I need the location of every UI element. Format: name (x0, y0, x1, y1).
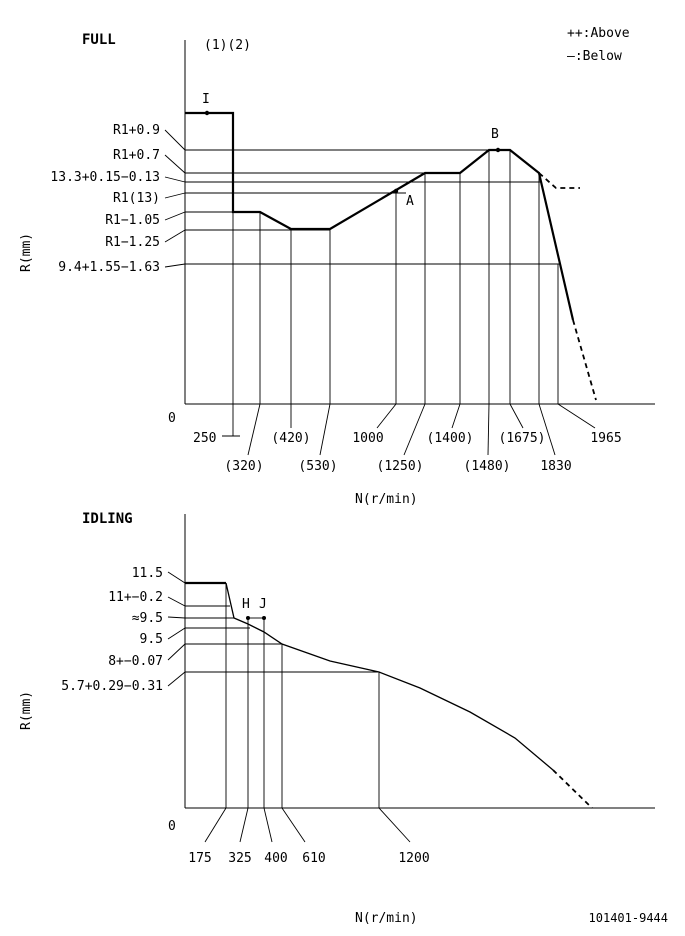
idling-x-leader (264, 808, 272, 842)
full-curve (185, 113, 573, 320)
full-chart-title: FULL (82, 32, 116, 48)
idling-x-tick-label: 610 (302, 851, 326, 866)
idling-x-tick-label: 1200 (398, 851, 430, 866)
full-x-leader (488, 404, 489, 455)
full-y-tick-label: 13.3+0.15−0.13 (50, 170, 160, 185)
idling-chart-title: IDLING (82, 511, 133, 527)
full-chart (19, 26, 655, 507)
full-x-tick-label: 1830 (540, 459, 572, 474)
full-y-tick-label: 9.4+1.55−1.63 (58, 260, 160, 275)
full-x-leader (377, 404, 396, 428)
full-x-tick-label: (420) (271, 431, 311, 446)
full-curve-dashed-tail (573, 320, 596, 400)
idling-curve-dashed-tail (553, 770, 592, 808)
full-y-leader (165, 212, 185, 220)
idling-origin-label: 0 (168, 819, 176, 834)
full-y-tick-label: R1+0.9 (113, 123, 160, 138)
full-x-leader (404, 404, 425, 455)
idling-x-tick-label: 400 (264, 851, 288, 866)
full-point-i-marker (205, 111, 209, 115)
idling-y-tick-label: ≈9.5 (131, 611, 163, 626)
full-y-leader (165, 230, 185, 242)
idling-point-j-marker (262, 616, 266, 620)
idling-x-leader (240, 808, 248, 842)
full-curve-dashed-above (539, 173, 580, 188)
idling-y-leader (168, 597, 185, 606)
legend-above: ++:Above (567, 26, 630, 41)
idling-x-tick-label: 325 (228, 851, 252, 866)
full-x-leader (320, 404, 330, 455)
idling-y-axis-label: R(mm) (19, 690, 34, 730)
document-code: 101401-9444 (588, 911, 668, 925)
full-x-leader (248, 404, 260, 455)
full-x-tick-label: (1480) (463, 459, 511, 474)
full-x-leader (539, 404, 555, 455)
full-x-leader (510, 404, 523, 428)
full-y-tick-label: R1(13) (113, 191, 160, 206)
idling-y-tick-label: 11.5 (131, 566, 163, 581)
idling-chart (19, 511, 655, 926)
full-y-tick-label: R1+0.7 (113, 148, 160, 163)
full-x-tick-label: 250 (193, 431, 217, 446)
legend-below: —:Below (567, 49, 622, 64)
idling-x-leader (379, 808, 410, 842)
full-point-i-label: I (202, 92, 210, 107)
full-y-leader (165, 177, 185, 182)
full-x-tick-label: 1965 (590, 431, 622, 446)
idling-y-leader (168, 572, 185, 583)
full-x-tick-label: (1250) (376, 459, 424, 474)
full-point-b-marker (496, 148, 500, 152)
idling-y-leader (168, 644, 185, 660)
full-x-tick-label: (1675) (498, 431, 546, 446)
full-origin-label: 0 (168, 411, 176, 426)
full-x-tick-label: (530) (298, 459, 338, 474)
idling-point-h-marker (246, 616, 250, 620)
idling-y-tick-label: 5.7+0.29−0.31 (61, 679, 163, 694)
full-point-b-label: B (491, 127, 499, 142)
idling-y-tick-label: 9.5 (139, 632, 163, 647)
full-x-leader (558, 404, 595, 428)
idling-point-j-label: J (259, 597, 267, 612)
idling-x-leader (282, 808, 305, 842)
full-y-leader (165, 155, 185, 173)
full-y-tick-label: R1−1.25 (105, 235, 160, 250)
idling-y-leader (168, 628, 185, 639)
full-y-tick-label: R1−1.05 (105, 213, 160, 228)
idling-point-h-label: H (242, 597, 250, 612)
full-point-a-label: A (406, 194, 414, 209)
idling-y-tick-label: 8+−0.07 (108, 654, 163, 669)
idling-x-tick-label: 175 (188, 851, 212, 866)
idling-x-leader (205, 808, 226, 842)
idling-x-axis-label: N(r/min) (355, 911, 418, 926)
full-chart-subtitle: (1)(2) (204, 38, 251, 53)
full-y-axis-label: R(mm) (19, 232, 34, 272)
full-x-tick-label: 1000 (352, 431, 384, 446)
idling-y-leader (168, 617, 185, 618)
full-x-leader (452, 404, 460, 428)
full-y-leader (165, 130, 185, 150)
idling-y-tick-label: 11+−0.2 (108, 590, 163, 605)
full-y-leader (165, 193, 185, 198)
idling-y-leader (168, 672, 185, 686)
full-point-a-marker (394, 189, 398, 193)
idling-curve (226, 583, 553, 770)
full-x-tick-label: (1400) (426, 431, 474, 446)
full-x-tick-label: (320) (224, 459, 264, 474)
full-x-axis-label: N(r/min) (355, 492, 418, 507)
full-y-leader (165, 264, 185, 267)
